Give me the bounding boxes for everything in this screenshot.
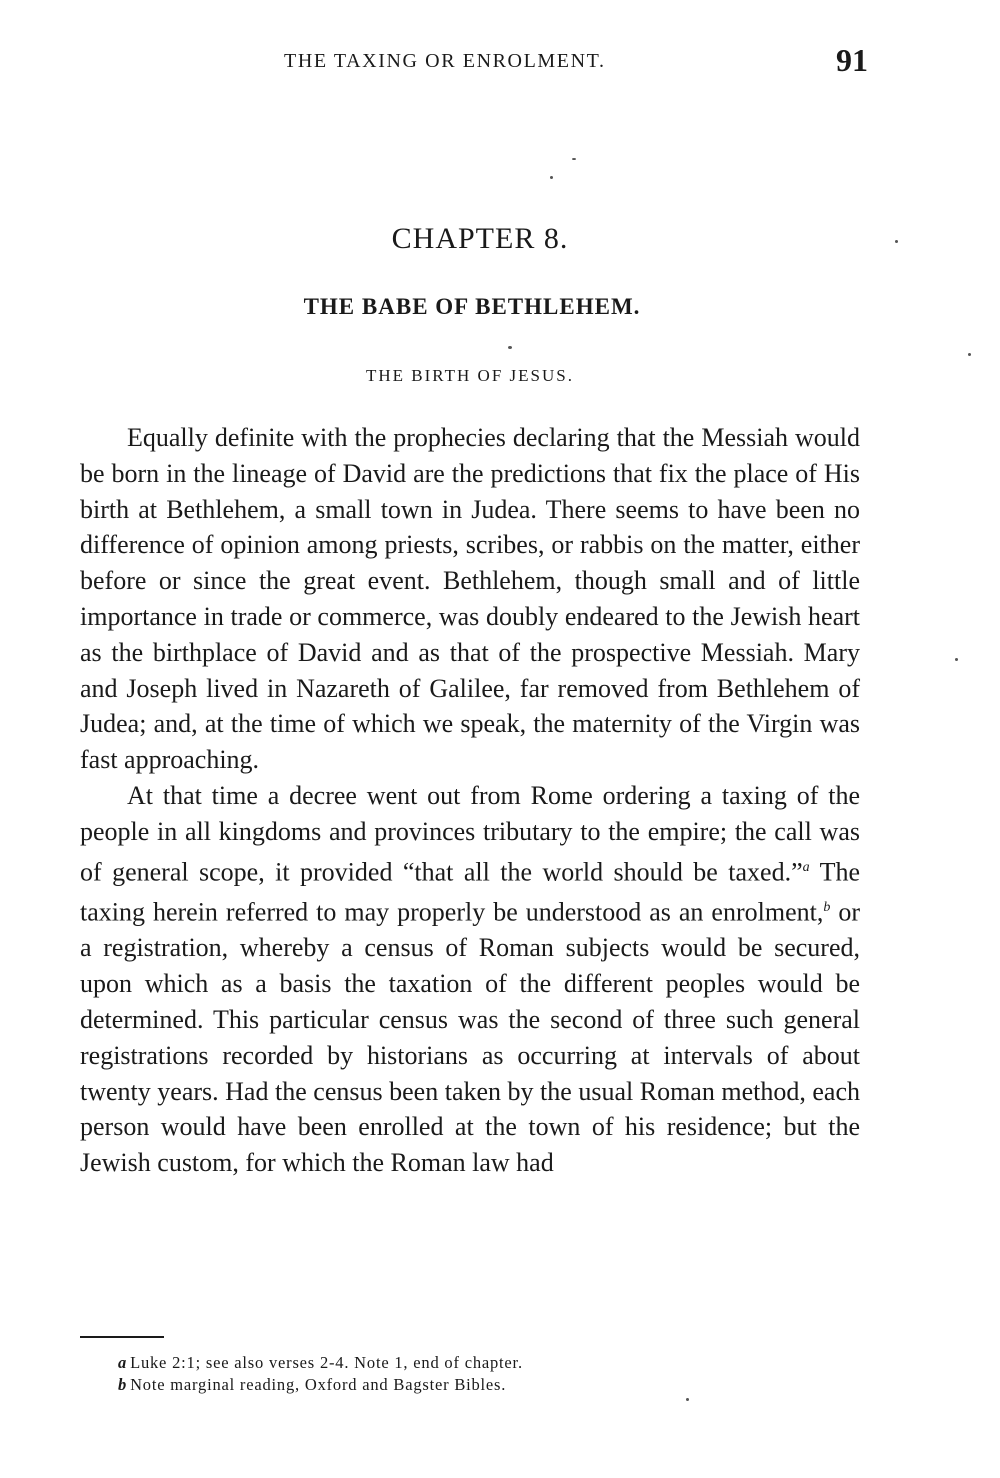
print-speck (955, 658, 958, 661)
footnote-text: Luke 2:1; see also verses 2-4. Note 1, end of chapter. (130, 1353, 523, 1372)
running-head: THE TAXING OR ENROLMENT. (284, 50, 606, 72)
footnote-mark: b (118, 1375, 128, 1394)
chapter-subtitle: THE BIRTH OF JESUS. (366, 366, 574, 385)
footnote-a (118, 1352, 818, 1374)
paragraph-text: The taxing herein referred to may properly be understood as an enrolment, (80, 857, 861, 927)
footnote-divider (80, 1336, 164, 1338)
footnote-text: Note marginal reading, Oxford and Bagster Bibles. (130, 1375, 507, 1394)
page-number: 91 (836, 42, 868, 78)
print-speck (550, 176, 553, 179)
print-speck (686, 1398, 689, 1401)
print-speck (508, 346, 512, 349)
print-speck (968, 353, 971, 356)
chapter-title: THE BABE OF BETHLEHEM. (303, 294, 641, 319)
footnote-ref-b[interactable]: b (823, 900, 831, 916)
footnote-ref-a[interactable]: a (802, 859, 810, 875)
paragraph: Equally definite with the prophecies declaring that the Messiah would be born in the lineage of David are the predictions that fix the place of His birth at Bethlehem, a small town in Judea. There seems to have been no difference of opinion among priests, scribes, or rabbis on the matter, either before or since the great event. Bethlehem, though small and of little importance in trade or commerce, was doubly endeared to the Jewish heart as the birthplace of David and as that of the prospective Messiah. Mary and Joseph lived in Nazareth of Galilee, far removed from Bethlehem of Judea; and, at the time of which we speak, the maternity of the Virgin was fast approaching. (80, 423, 860, 775)
footnote-b (118, 1374, 818, 1396)
footnote-mark: a (118, 1353, 128, 1372)
paragraph-text: or a registration, whereby a census of Roman subjects would be secured, upon which as a basis the taxation of the different peoples would be determined. This particular census was the second of three such general registrations recorded by historians as occurring at intervals of about twenty years. Had the census been taken by the usual Roman method, each person would have been enrolled at the town of his residence; but the Jewish custom, for which the Roman law had (80, 897, 860, 1178)
print-speck (895, 240, 898, 243)
footnotes (118, 1352, 818, 1396)
print-speck (572, 158, 576, 160)
chapter-label: CHAPTER 8. (391, 222, 569, 255)
paragraph (80, 778, 860, 1181)
paragraph-text: At that time a decree went out from Rome ordering a taxing of the people in all kingdoms and provinces tributary to the empire; the call was of general scope, it provided “that all the world should be taxed.” (80, 780, 860, 887)
body-text (80, 420, 860, 1181)
